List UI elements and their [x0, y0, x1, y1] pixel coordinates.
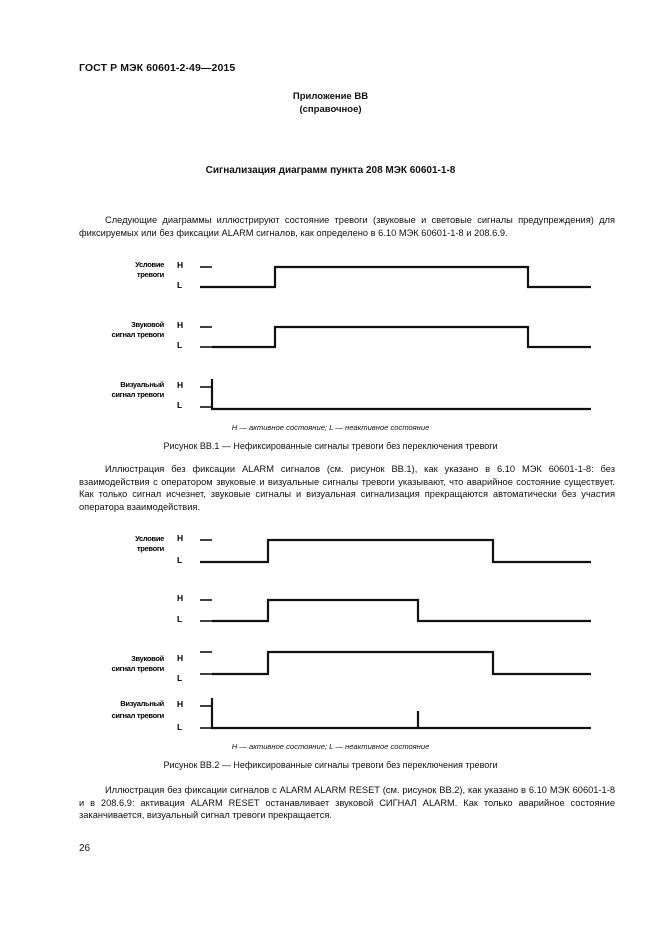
fig1-row1-waveform [200, 267, 591, 287]
fig2-row-audio-signal [111, 652, 591, 683]
fig1-caption: Рисунок ВВ.1 — Нефиксированные сигналы тревоги без переключения тревоги [163, 441, 498, 451]
paragraph-fig2-explanation: Иллюстрация без фиксации сигналов с ALARM ALARM RESET (см. рисунок ВВ.2), как указано в 6.10 МЭК 60601-1-8 и в 208.6.9: активация ALARM RESET останавливает звуковой СИГНАЛ ALARM. Как только аварийное состояние заканчивается, визуальный сигнал тревоги прекращается. [79, 785, 615, 821]
fig2-row3-h: H [177, 653, 184, 663]
fig1-row3-l: L [177, 400, 183, 410]
fig1-row1-h: H [177, 260, 184, 270]
fig2-row4-label1: Визуальный [120, 699, 164, 708]
fig2-row1-l: L [177, 555, 183, 565]
page-number: 26 [79, 843, 91, 854]
appendix-subtitle: (справочное) [299, 104, 362, 115]
fig1-row2-label1: Звуковой [131, 320, 164, 329]
paragraph-fig1-explanation: Иллюстрация без фиксации ALARM сигналов (см. рисунок ВВ.1), как указано в 6.10 МЭК 60601-1-8: без взаимодействия с оператором звуковые и визуальные сигналы тревоги указывают, что аварийное состояние существует. Как только сигнал исчезнет, звуковые сигналы и визуальная сигнализация прекращаются автоматически без участия оператора взаимодействия. [79, 464, 615, 512]
figure-bb1-diagram [0, 250, 661, 420]
fig1-row2-l: L [177, 340, 183, 350]
fig2-legend: H — активное состояние; L — неактивное состояние [231, 742, 430, 751]
appendix-title: Приложение ВВ [292, 91, 369, 102]
fig2-row4-label2: сигнал тревоги [111, 711, 164, 720]
figure-bb2-diagram [0, 525, 661, 740]
paragraph-intro: Следующие диаграммы иллюстрируют состояние тревоги (звуковые и световые сигналы предупреждения) для фиксируемых или без фиксации ALARM сигналов, как определено в 6.10 МЭК 60601-1-8 и 208.6.9. [79, 215, 615, 238]
fig2-row2-waveform [212, 600, 591, 621]
fig2-row3-l: L [177, 673, 183, 683]
fig2-row1-label2: тревоги [136, 544, 164, 553]
fig2-row4-h: H [177, 699, 184, 709]
fig1-row-audio-signal [111, 320, 591, 350]
fig1-row2-label2: сигнал тревоги [111, 330, 164, 339]
fig1-row2-waveform [212, 327, 591, 347]
fig1-legend: H — активное состояние; L — неактивное состояние [231, 423, 430, 432]
fig2-row4-waveform [212, 698, 591, 728]
fig2-row-alarm-condition [135, 533, 591, 565]
fig2-caption: Рисунок ВВ.2 — Нефиксированные сигналы тревоги без переключения тревоги [163, 760, 498, 770]
fig2-row3-waveform [212, 652, 591, 674]
fig2-row1-label1: Условие [135, 534, 164, 543]
fig1-row1-label2: тревоги [136, 270, 164, 279]
fig2-row3-label1: Звуковой [131, 654, 164, 663]
fig1-row-visual-signal [111, 379, 591, 410]
fig2-row2-l: L [177, 614, 183, 624]
document-code: ГОСТ Р МЭК 60601-2-49—2015 [79, 62, 236, 74]
fig2-row1-waveform [200, 540, 591, 562]
fig1-row1-label1: Условие [135, 260, 164, 269]
fig2-row-visual-signal [111, 698, 591, 732]
fig2-row2-h: H [177, 593, 184, 603]
fig1-row-alarm-condition [135, 260, 591, 290]
fig1-row3-label1: Визуальный [120, 380, 164, 389]
fig2-row-alarm-reset [177, 593, 591, 624]
fig1-row2-h: H [177, 320, 184, 330]
fig1-row3-h: H [177, 380, 184, 390]
fig2-row3-label2: сигнал тревоги [111, 664, 164, 673]
fig1-row1-l: L [177, 280, 183, 290]
fig2-row1-h: H [177, 533, 184, 543]
section-title: Сигнализация диаграмм пункта 208 МЭК 60601-1-8 [205, 165, 456, 176]
fig1-row3-waveform [212, 379, 591, 409]
fig2-row4-l: L [177, 722, 183, 732]
fig1-row3-label2: сигнал тревоги [111, 390, 164, 399]
